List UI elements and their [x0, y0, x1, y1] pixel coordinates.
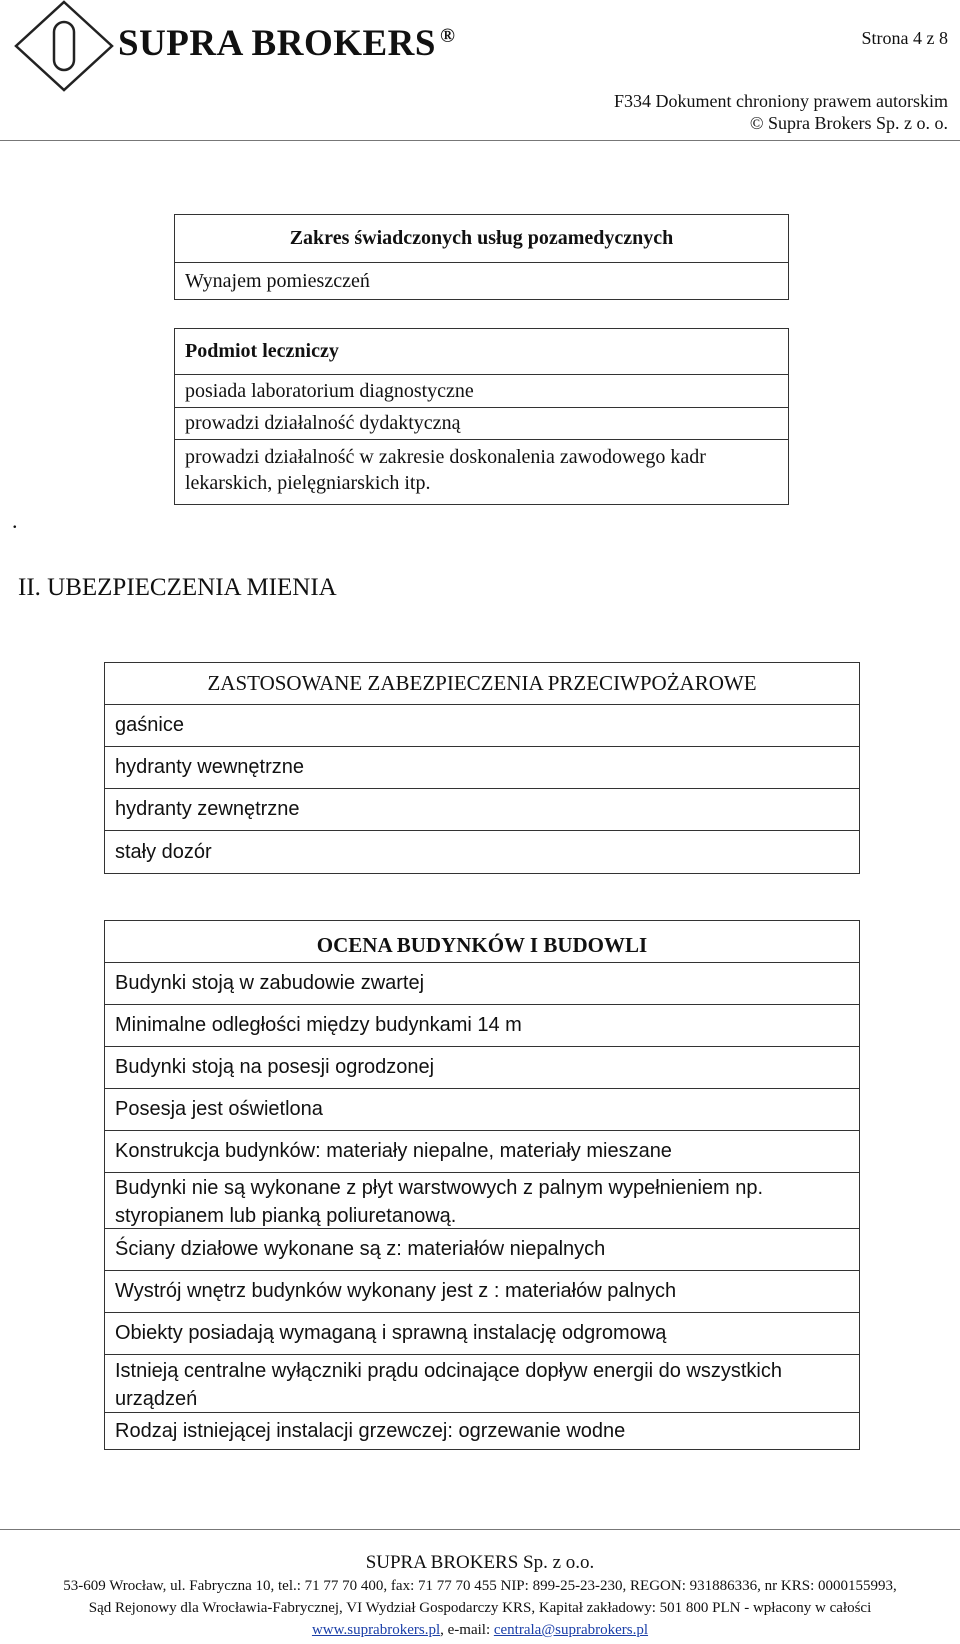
table-row: Budynki stoją na posesji ogrodzonej: [105, 1047, 859, 1089]
table-row: prowadzi działalność w zakresie doskonalenia zawodowego kadr lekarskich, pielęgniarskich itp.: [185, 446, 706, 494]
website-link[interactable]: www.suprabrokers.pl: [311, 1622, 441, 1638]
table-heading: Podmiot leczniczy: [175, 329, 788, 375]
table-row: hydranty wewnętrzne: [105, 747, 859, 789]
fire-protection-table: [104, 662, 860, 874]
stray-dot: .: [12, 508, 18, 533]
table-heading: ZASTOSOWANE ZABEZPIECZENIA PRZECIWPOŻAROWE: [105, 663, 859, 705]
table-row: Budynki stoją w zabudowie zwartej: [105, 963, 859, 1005]
table-row: posiada laboratorium diagnostyczne: [175, 375, 788, 408]
table-row: hydranty zewnętrzne: [105, 789, 859, 831]
table-row: Minimalne odległości między budynkami 14 m: [105, 1005, 859, 1047]
footer-contact: [0, 1622, 960, 1639]
table-row: Obiekty posiadają wymaganą i sprawną instalację odgromową: [105, 1313, 859, 1355]
table-row: prowadzi działalność dydaktyczną: [175, 408, 788, 440]
table-row: Istnieją centralne wyłączniki prądu odcinające dopływ energii do wszystkich urządzeń: [105, 1355, 859, 1413]
table-row: Wynajem pomieszczeń: [185, 269, 370, 292]
copyright-owner: © Supra Brokers Sp. z o. o.: [749, 113, 948, 133]
table-row: Posesja jest oświetlona: [105, 1089, 859, 1131]
table-row: Wystrój wnętrz budynków wykonany jest z : materiałów palnych: [105, 1271, 859, 1313]
table-row: Budynki nie są wykonane z płyt warstwowych z palnym wypełnieniem np. styropianem lub pianką poliuretanową.: [105, 1173, 859, 1229]
buildings-assessment-table: [104, 920, 860, 1450]
table-row: stały dozór: [115, 840, 212, 863]
brand-name: [118, 22, 455, 65]
table-row: Rodzaj istniejącej instalacji grzewczej: ogrzewanie wodne: [115, 1419, 626, 1442]
table-row: gaśnice: [105, 705, 859, 747]
email-separator: , e-mail:: [440, 1622, 494, 1638]
copyright-notice: F334 Dokument chroniony prawem autorskim: [614, 91, 948, 111]
paramedical-services-table: [174, 214, 789, 300]
section-heading: II. UBEZPIECZENIA MIENIA: [18, 574, 337, 601]
medical-entity-table: [174, 328, 789, 505]
header-divider: [0, 140, 960, 141]
page-number: Strona 4 z 8: [861, 28, 948, 48]
supra-brokers-logo-icon: [14, 0, 114, 92]
footer-divider: [0, 1529, 960, 1530]
email-link[interactable]: centrala@suprabrokers.pl: [493, 1622, 649, 1638]
table-heading: Zakres świadczonych usług pozamedycznych: [175, 215, 788, 263]
brand-text: SUPRA BROKERS: [118, 23, 436, 64]
footer-company: SUPRA BROKERS Sp. z o.o.: [365, 1552, 595, 1573]
footer-address: 53-609 Wrocław, ul. Fabryczna 10, tel.: 71 77 70 400, fax: 71 77 70 455 NIP: 899-25-23-230, REGON: 931886336, nr KRS: 0000155993,: [63, 1578, 897, 1594]
table-row: Ściany działowe wykonane są z: materiałów niepalnych: [105, 1229, 859, 1271]
footer-registration: Sąd Rejonowy dla Wrocławia-Fabrycznej, VI Wydział Gospodarczy KRS, Kapitał zakładowy: 501 800 PLN - wpłacony w całości: [88, 1600, 872, 1616]
registered-mark: ®: [439, 24, 456, 47]
document-notice: [614, 90, 948, 134]
table-heading: OCENA BUDYNKÓW I BUDOWLI: [105, 921, 859, 963]
table-row: Konstrukcja budynków: materiały niepalne, materiały mieszane: [105, 1131, 859, 1173]
